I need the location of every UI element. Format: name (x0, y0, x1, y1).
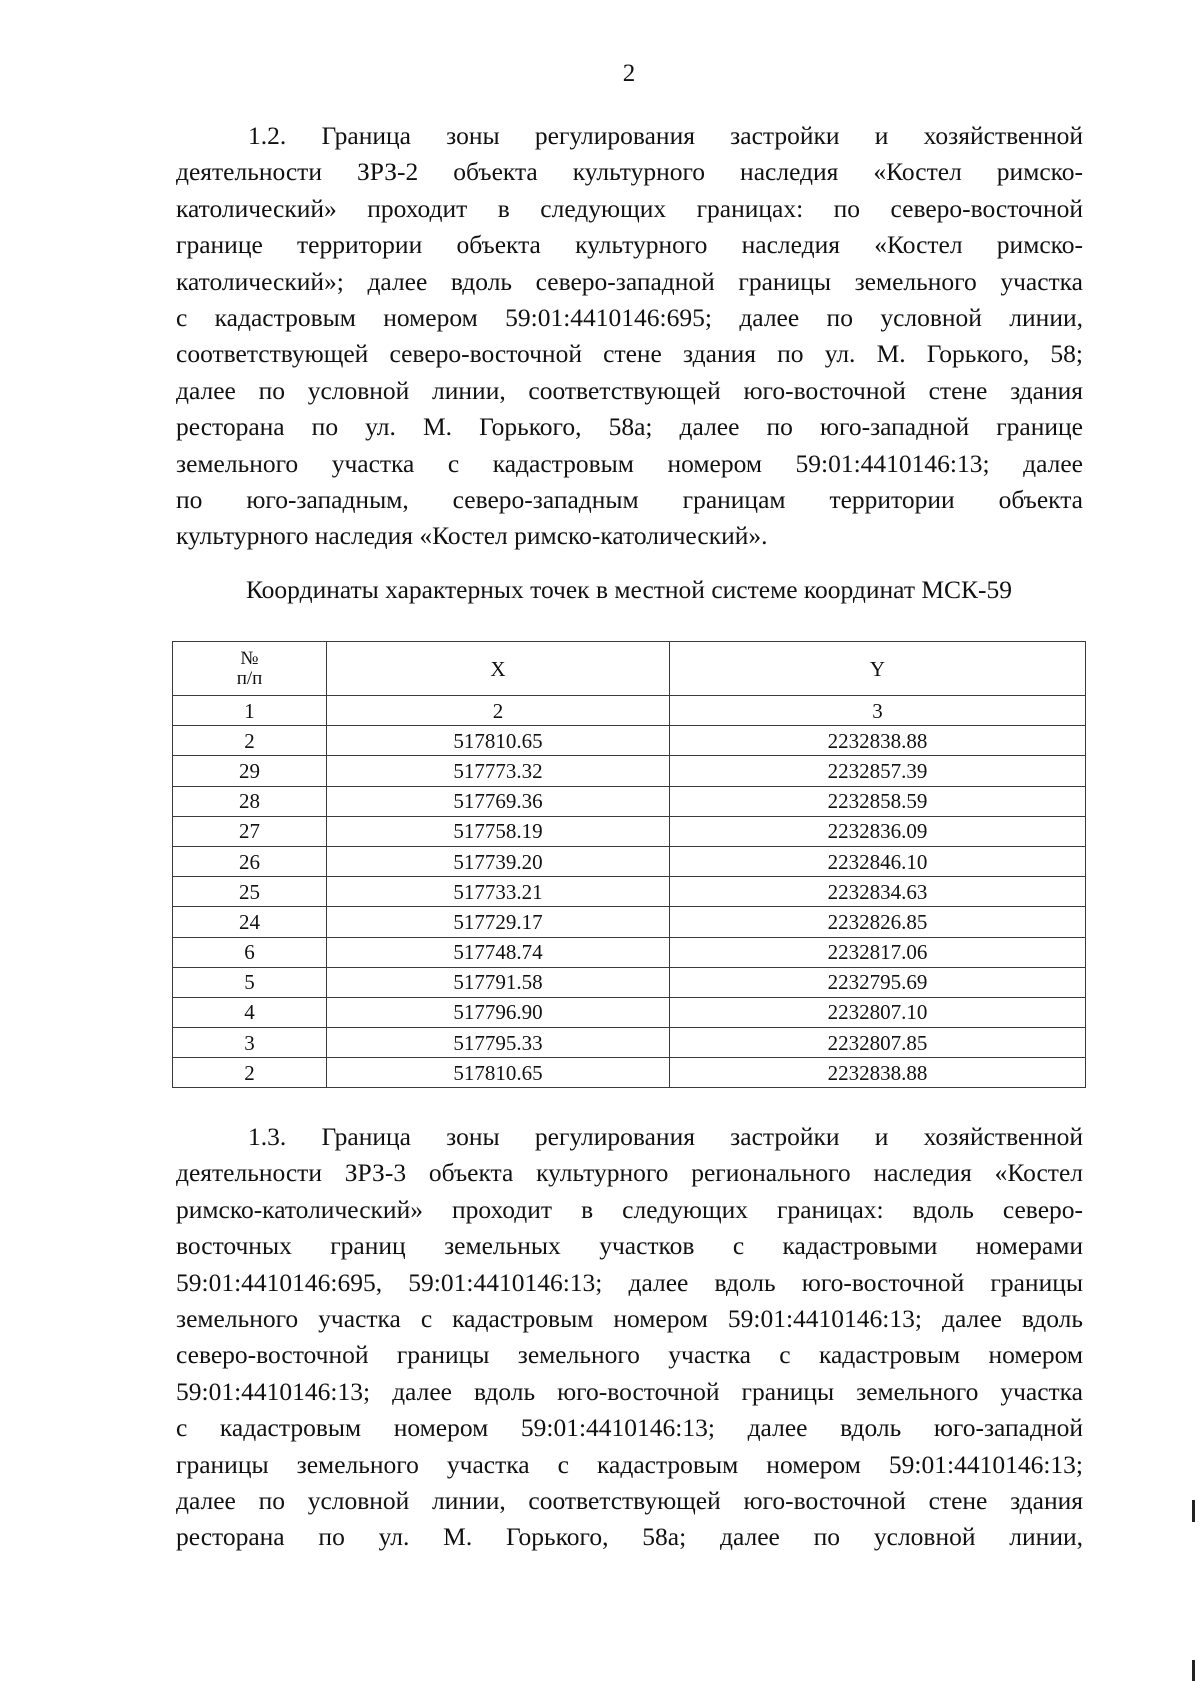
table-row (173, 967, 1086, 997)
y-cell: 2232834.63 (670, 877, 1086, 907)
paragraph-line: с кадастровым номером 59:01:4410146:13; далее вдоль юго-западной (176, 1413, 1083, 1443)
y-cell: 2232838.88 (670, 726, 1086, 756)
paragraph-line: земельного участка с кадастровым номером 59:01:4410146:13; далее вдоль (176, 1304, 1083, 1334)
x-cell: 517739.20 (327, 846, 670, 876)
point-number-cell: 2 (173, 1058, 327, 1088)
point-number-cell: 24 (173, 907, 327, 937)
paragraph-line: ресторана по ул. М. Горького, 58а; далее по юго-западной границе (176, 412, 1083, 442)
column-number-cell: 2 (327, 696, 670, 726)
y-cell: 2232826.85 (670, 907, 1086, 937)
paragraph-line: деятельности ЗРЗ-3 объекта культурного регионального наследия «Костел (176, 1158, 1083, 1188)
paragraph-line: 59:01:4410146:13; далее вдоль юго-восточной границы земельного участка (176, 1376, 1083, 1406)
scan-edge-mark (1192, 1500, 1195, 1522)
x-cell: 517810.65 (327, 726, 670, 756)
paragraph-line: римско-католический» проходит в следующих границах: вдоль северо- (176, 1194, 1083, 1224)
table-header-row (173, 642, 1086, 696)
header-number-pp: п/п (236, 667, 263, 689)
paragraph-line: по юго-западным, северо-западным границам территории объекта (176, 485, 1083, 515)
page-number: 2 (622, 60, 636, 87)
paragraph-line: культурного наследия «Костел римско-католический». (176, 521, 768, 551)
header-number-sign: № (240, 647, 259, 669)
point-number-cell: 2 (173, 726, 327, 756)
paragraph-line: с кадастровым номером 59:01:4410146:695; далее по условной линии, (176, 303, 1083, 333)
paragraph-line: далее по условной линии, соответствующей юго-восточной стене здания (176, 1486, 1083, 1516)
x-cell: 517795.33 (327, 1028, 670, 1058)
header-number (173, 642, 327, 696)
paragraph-line: 1.3. Граница зоны регулирования застройки и хозяйственной (248, 1122, 1083, 1151)
table-row (173, 907, 1086, 937)
point-number-cell: 4 (173, 997, 327, 1027)
header-x: X (327, 642, 670, 696)
table-row (173, 756, 1086, 786)
point-number-cell: 6 (173, 937, 327, 967)
table-row (173, 1058, 1086, 1088)
point-number-cell: 28 (173, 786, 327, 816)
y-cell: 2232846.10 (670, 846, 1086, 876)
paragraph-line: северо-восточной границы земельного участка с кадастровым номером (176, 1340, 1083, 1370)
point-number-cell: 27 (173, 816, 327, 846)
paragraph-1-2 (176, 118, 1083, 555)
x-cell: 517796.90 (327, 997, 670, 1027)
header-y: Y (670, 642, 1086, 696)
paragraph-line: восточных границ земельных участков с кадастровыми номерами (176, 1231, 1083, 1261)
x-cell: 517758.19 (327, 816, 670, 846)
paragraph-line: далее по условной линии, соответствующей юго-восточной стене здания (176, 375, 1083, 405)
x-cell: 517773.32 (327, 756, 670, 786)
paragraph-line: ресторана по ул. М. Горького, 58а; далее по условной линии, (176, 1522, 1083, 1552)
point-number-cell: 3 (173, 1028, 327, 1058)
paragraph-line: деятельности ЗРЗ-2 объекта культурного наследия «Костел римско- (176, 157, 1083, 187)
x-cell: 517791.58 (327, 967, 670, 997)
y-cell: 2232857.39 (670, 756, 1086, 786)
paragraph-line: границы земельного участка с кадастровым номером 59:01:4410146:13; (176, 1449, 1083, 1479)
table-row (173, 1028, 1086, 1058)
paragraph-line: 59:01:4410146:695, 59:01:4410146:13; далее вдоль юго-восточной границы (176, 1267, 1083, 1297)
table-row (173, 816, 1086, 846)
point-number-cell: 26 (173, 846, 327, 876)
y-cell: 2232838.88 (670, 1058, 1086, 1088)
y-cell: 2232807.10 (670, 997, 1086, 1027)
x-cell: 517748.74 (327, 937, 670, 967)
x-cell: 517733.21 (327, 877, 670, 907)
point-number-cell: 5 (173, 967, 327, 997)
table-row (173, 786, 1086, 816)
y-cell: 2232807.85 (670, 1028, 1086, 1058)
coordinates-table (172, 641, 1086, 1088)
table-row (173, 937, 1086, 967)
table-caption: Координаты характерных точек в местной системе координат МСК-59 (245, 575, 1013, 604)
y-cell: 2232795.69 (670, 967, 1086, 997)
y-cell: 2232836.09 (670, 816, 1086, 846)
table-body (173, 696, 1086, 1088)
paragraph-line: 1.2. Граница зоны регулирования застройки и хозяйственной (248, 121, 1083, 150)
point-number-cell: 29 (173, 756, 327, 786)
column-number-cell: 1 (173, 696, 327, 726)
point-number-cell: 25 (173, 877, 327, 907)
table-row (173, 726, 1086, 756)
column-number-cell: 3 (670, 696, 1086, 726)
column-number-row (173, 696, 1086, 726)
paragraph-line: земельного участка с кадастровым номером 59:01:4410146:13; далее (176, 448, 1083, 478)
table-row (173, 997, 1086, 1027)
x-cell: 517769.36 (327, 786, 670, 816)
table-row (173, 877, 1086, 907)
scan-edge-mark (1192, 1660, 1195, 1681)
paragraph-line: католический»; далее вдоль северо-западной границы земельного участка (176, 266, 1083, 296)
paragraph-line: католический» проходит в следующих границах: по северо-восточной (176, 193, 1083, 223)
y-cell: 2232817.06 (670, 937, 1086, 967)
paragraph-line: соответствующей северо-восточной стене здания по ул. М. Горького, 58; (176, 339, 1083, 369)
x-cell: 517810.65 (327, 1058, 670, 1088)
table-row (173, 846, 1086, 876)
x-cell: 517729.17 (327, 907, 670, 937)
y-cell: 2232858.59 (670, 786, 1086, 816)
paragraph-line: границе территории объекта культурного наследия «Костел римско- (176, 230, 1083, 260)
paragraph-1-3 (176, 1119, 1083, 1556)
